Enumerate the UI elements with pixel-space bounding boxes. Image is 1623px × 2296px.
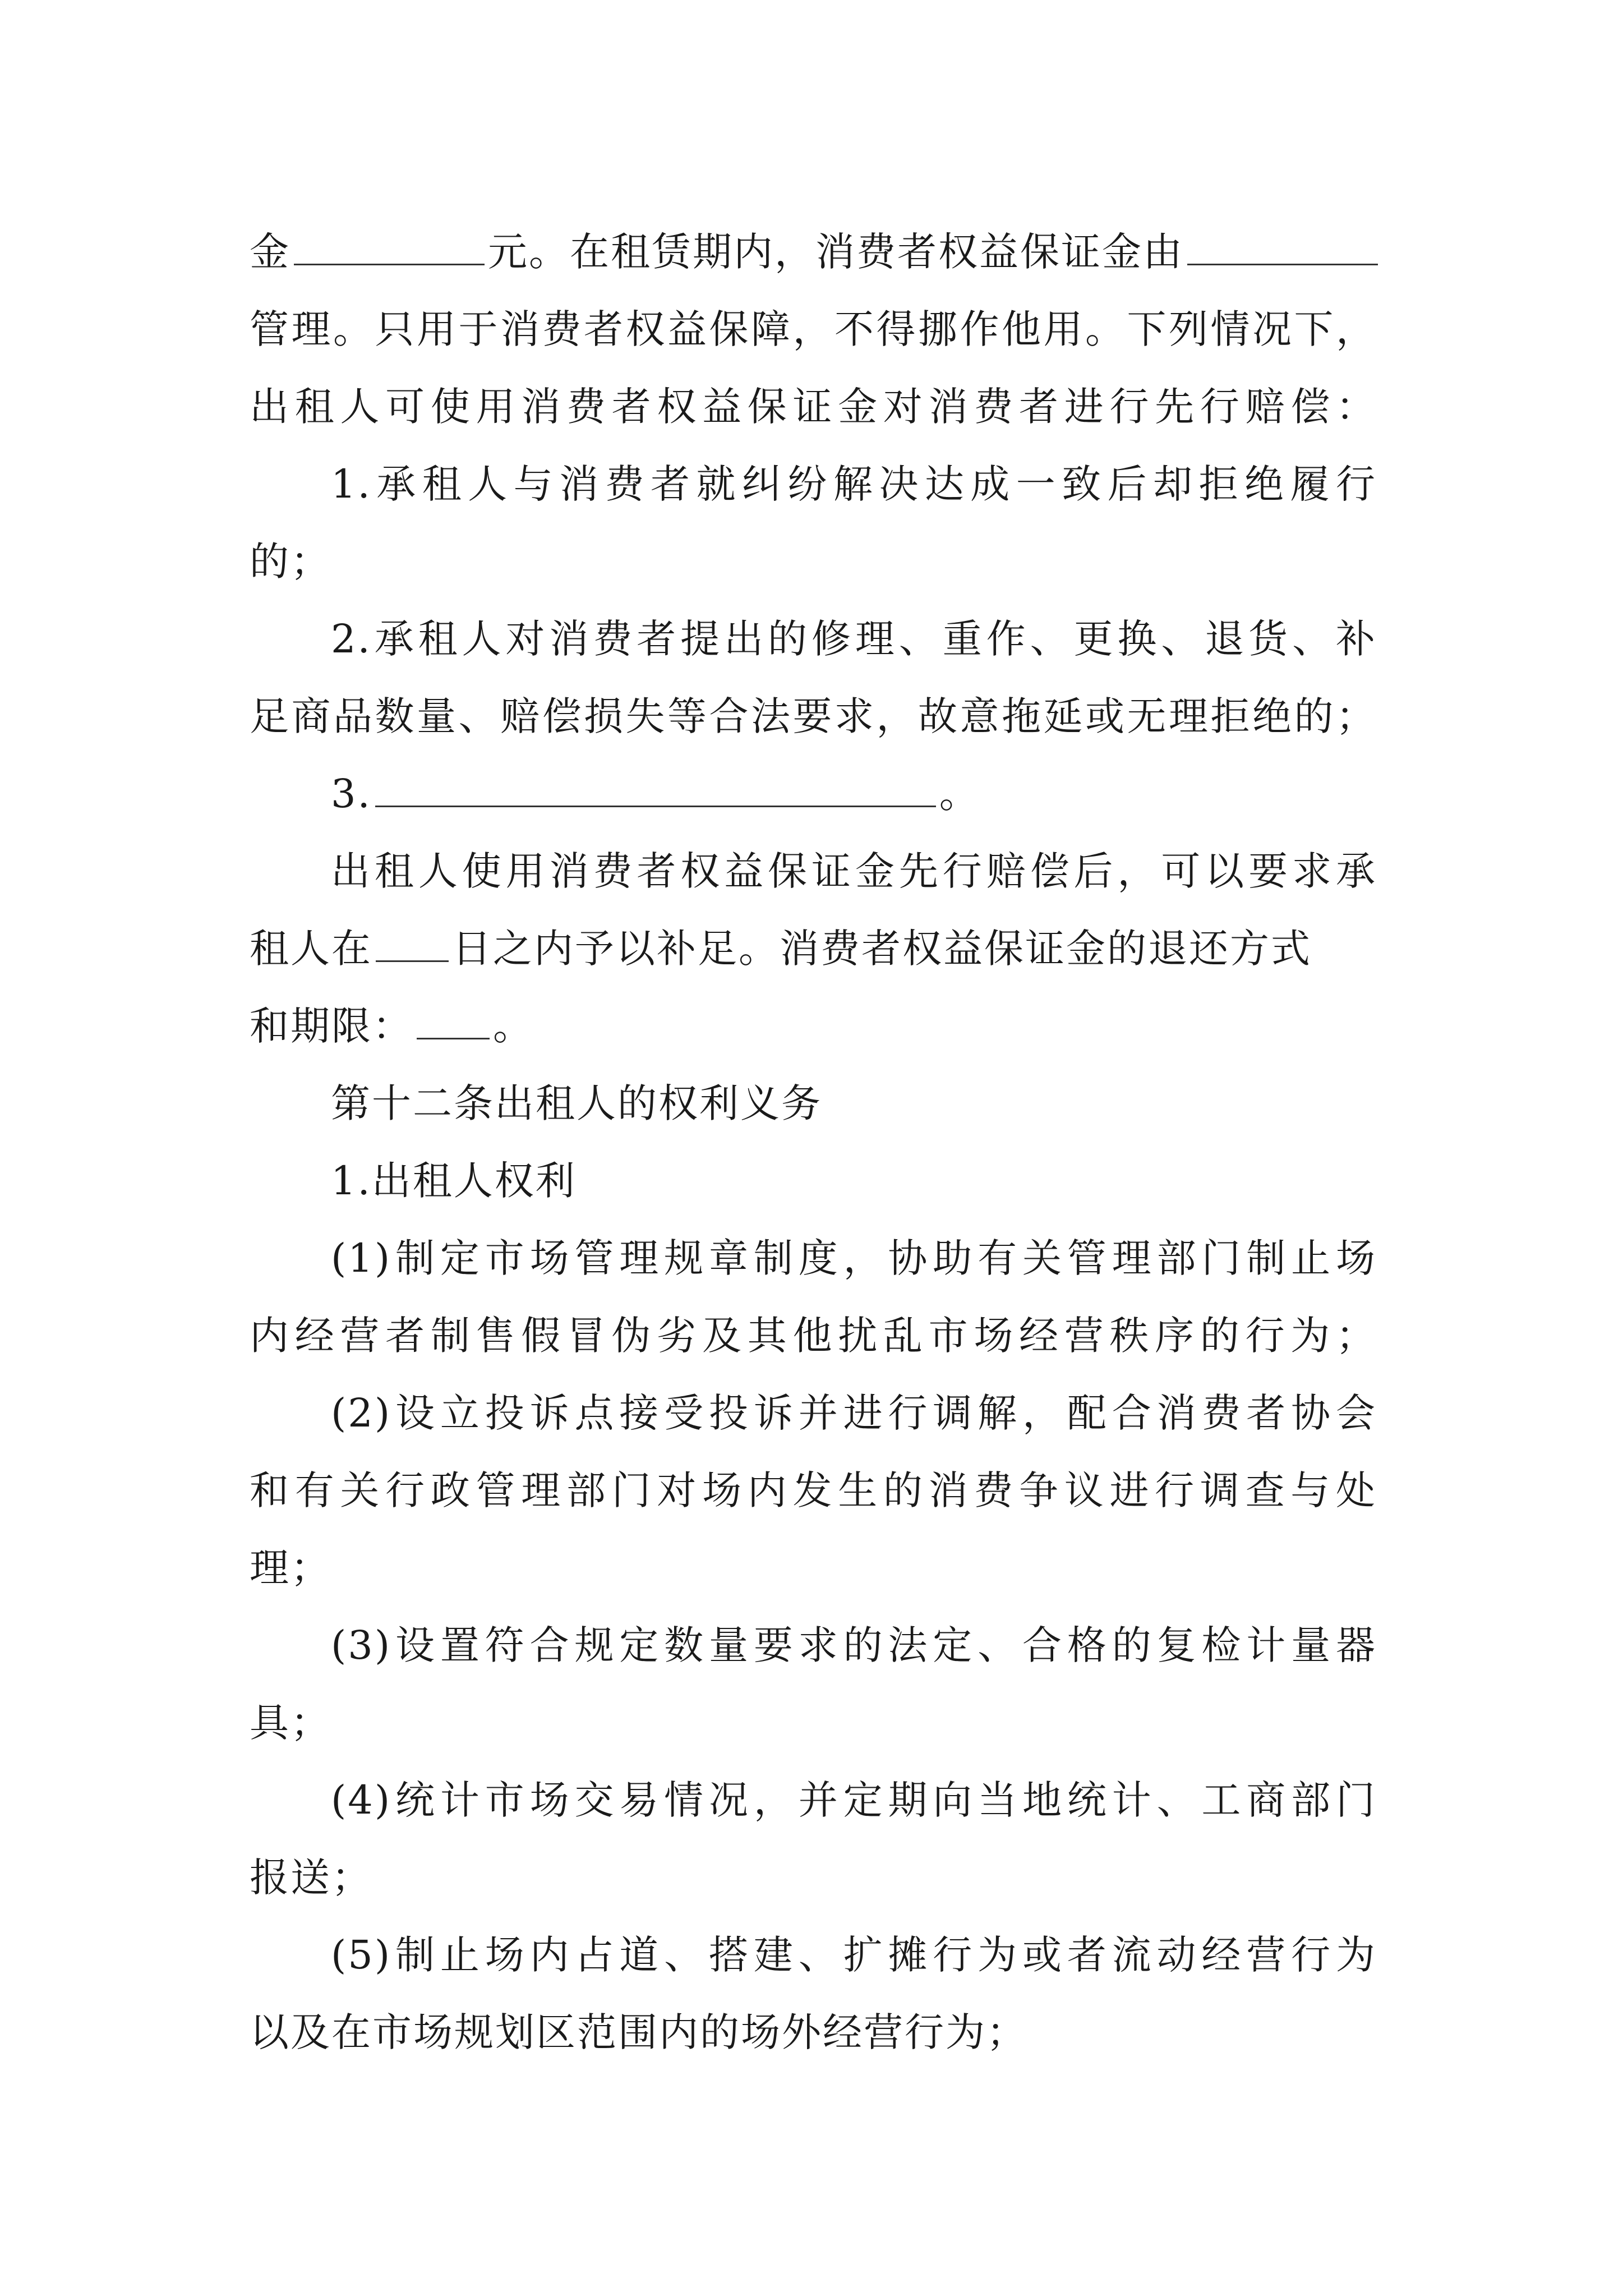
fill-in-blank	[1187, 229, 1378, 265]
fill-in-blank	[375, 771, 936, 807]
text-line: 足商品数量、赔偿损失等合法要求，故意拖延或无理拒绝的；	[250, 693, 1377, 739]
text-line: 以及在市场规划区范围内的场外经营行为；	[250, 2009, 1027, 2055]
sub-heading: 1.出租人权利	[331, 1158, 577, 1204]
fill-in-blank	[376, 926, 449, 962]
text-fragment: 。	[493, 1003, 534, 1049]
text-line: 出租人可使用消费者权益保证金对消费者进行先行赔偿：	[250, 384, 1377, 430]
fill-in-blank	[417, 1003, 490, 1039]
document-page	[250, 213, 1377, 2071]
fill-in-blank	[294, 229, 485, 265]
text-line: 理；	[250, 1545, 331, 1591]
text-fragment: 金	[250, 229, 291, 275]
text-line	[250, 910, 1377, 987]
text-fragment: 元。在租赁期内，消费者权益保证金由	[488, 229, 1184, 275]
paragraph-line: 出租人使用消费者权益保证金先行赔偿后，可以要求承	[331, 848, 1377, 894]
list-item-line: (2)设立投诉点接受投诉并进行调解，配合消费者协会	[331, 1390, 1377, 1436]
list-item-line: 2.承租人对消费者提出的修理、重作、更换、退货、补	[331, 616, 1377, 662]
article-heading: 第十二条出租人的权利义务	[331, 1080, 822, 1126]
list-item-line: 1.承租人与消费者就纠纷解决达成一致后却拒绝履行	[331, 461, 1377, 507]
text-fragment: 。	[939, 771, 980, 817]
text-line: 具；	[250, 1700, 331, 1746]
text-line: 和有关行政管理部门对场内发生的消费争议进行调查与处	[250, 1467, 1377, 1513]
list-item-line	[250, 755, 1377, 832]
list-item-line: (4)统计市场交易情况，并定期向当地统计、工商部门	[331, 1777, 1377, 1823]
text-line	[250, 987, 1377, 1065]
text-line: 报送；	[250, 1855, 372, 1901]
text-fragment: 租人在	[250, 926, 372, 972]
text-line: 管理。只用于消费者权益保障，不得挪作他用。下列情况下，	[250, 306, 1377, 352]
text-fragment: 和期限：	[250, 1003, 413, 1049]
text-line: 的；	[250, 539, 331, 585]
list-item-line: (1)制定市场管理规章制度，协助有关管理部门制止场	[331, 1235, 1377, 1281]
text-line: 内经营者制售假冒伪劣及其他扰乱市场经营秩序的行为；	[250, 1313, 1377, 1359]
text-line	[250, 213, 1377, 291]
list-item-line: (5)制止场内占道、搭建、扩摊行为或者流动经营行为	[331, 1932, 1377, 1978]
text-fragment: 日之内予以补足。消费者权益保证金的退还方式	[452, 926, 1312, 972]
text-fragment: 3.	[331, 771, 372, 817]
list-item-line: (3)设置符合规定数量要求的法定、合格的复检计量器	[331, 1622, 1377, 1668]
